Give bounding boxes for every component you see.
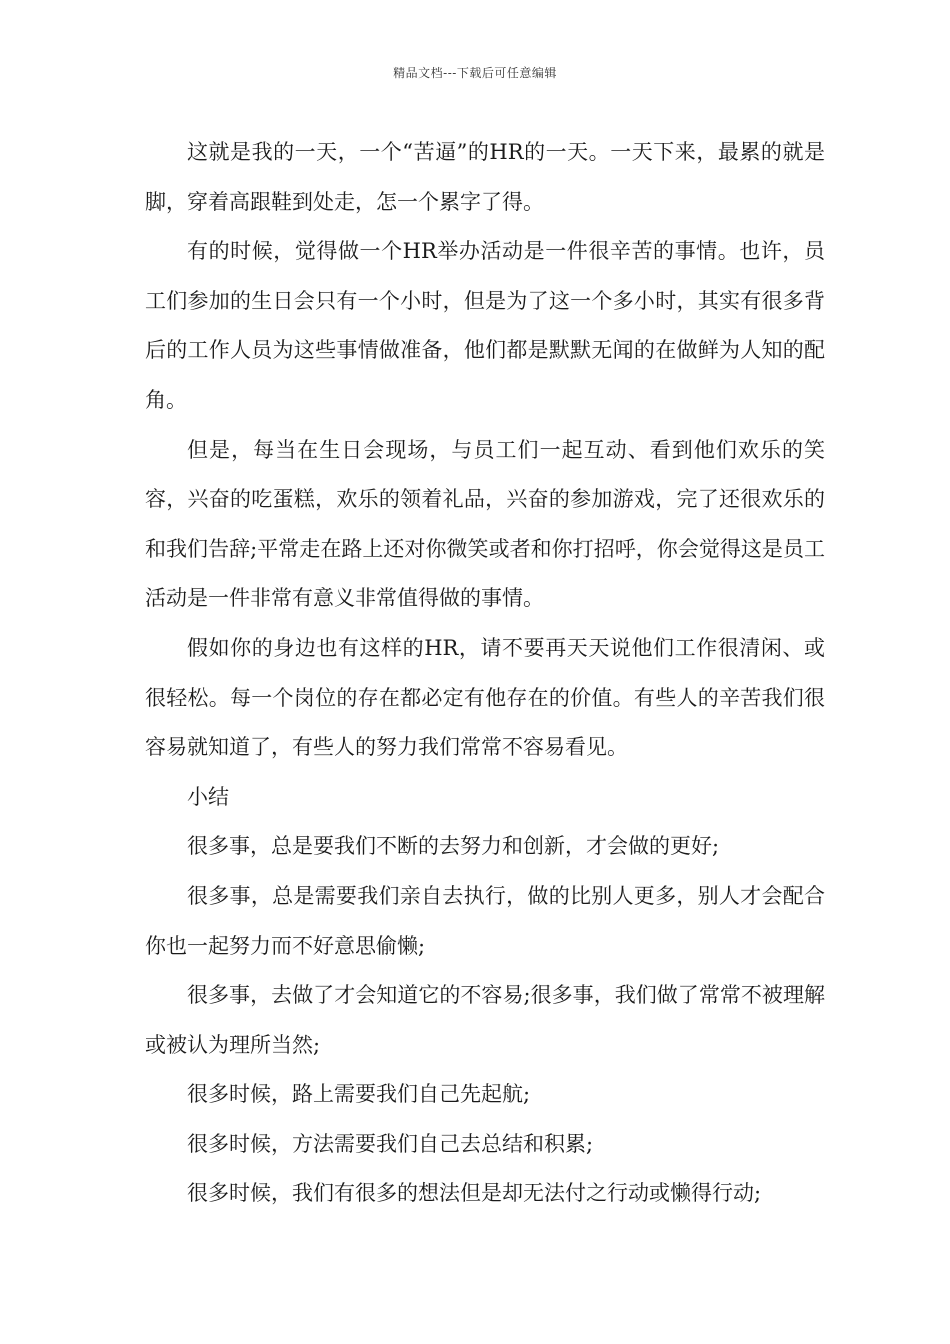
paragraph-1: 这就是我的一天，一个“苦逼”的HR的一天。一天下来，最累的就是脚，穿着高跟鞋到处走，怎一个累字了得。	[145, 140, 825, 214]
paragraph-8: 很多时候，路上需要我们自己先起航;	[187, 1082, 531, 1107]
paragraph-4: 假如你的身边也有这样的HR，请不要再天天说他们工作很清闲、或很轻松。每一个岗位的存在都必定有他存在的价值。有些人的辛苦我们很容易就知道了，有些人的努力我们常常不容易看见。	[145, 635, 825, 760]
document-body	[145, 128, 825, 1219]
paragraph-6: 很多事，总是需要我们亲自去执行，做的比别人更多，别人才会配合你也一起努力而不好意思偷懒;	[145, 883, 825, 958]
paragraph-7: 很多事，去做了才会知道它的不容易;很多事，我们做了常常不被理解或被认为理所当然;	[145, 983, 825, 1057]
paragraph-10: 很多时候，我们有很多的想法但是却无法付之行动或懒得行动;	[187, 1181, 762, 1206]
paragraph-9: 很多时候，方法需要我们自己去总结和积累;	[187, 1131, 594, 1156]
paragraph-3: 但是，每当在生日会现场，与员工们一起互动、看到他们欢乐的笑容，兴奋的吃蛋糕，欢乐的领着礼品，兴奋的参加游戏，完了还很欢乐的和我们告辞;平常走在路上还对你微笑或者和你打招呼，你会觉得这是员工活动是一件非常有意义非常值得做的事情。	[145, 437, 825, 611]
page-header: 精品文档---下载后可任意编辑	[393, 66, 557, 80]
paragraph-2: 有的时候，觉得做一个HR举办活动是一件很辛苦的事情。也许，员工们参加的生日会只有一个小时，但是为了这一个多小时，其实有很多背后的工作人员为这些事情做准备，他们都是默默无闻的在做鲜为人知的配角。	[145, 239, 825, 412]
paragraph-5: 很多事，总是要我们不断的去努力和创新，才会做的更好;	[187, 834, 720, 859]
section-heading-summary: 小结	[187, 784, 229, 809]
